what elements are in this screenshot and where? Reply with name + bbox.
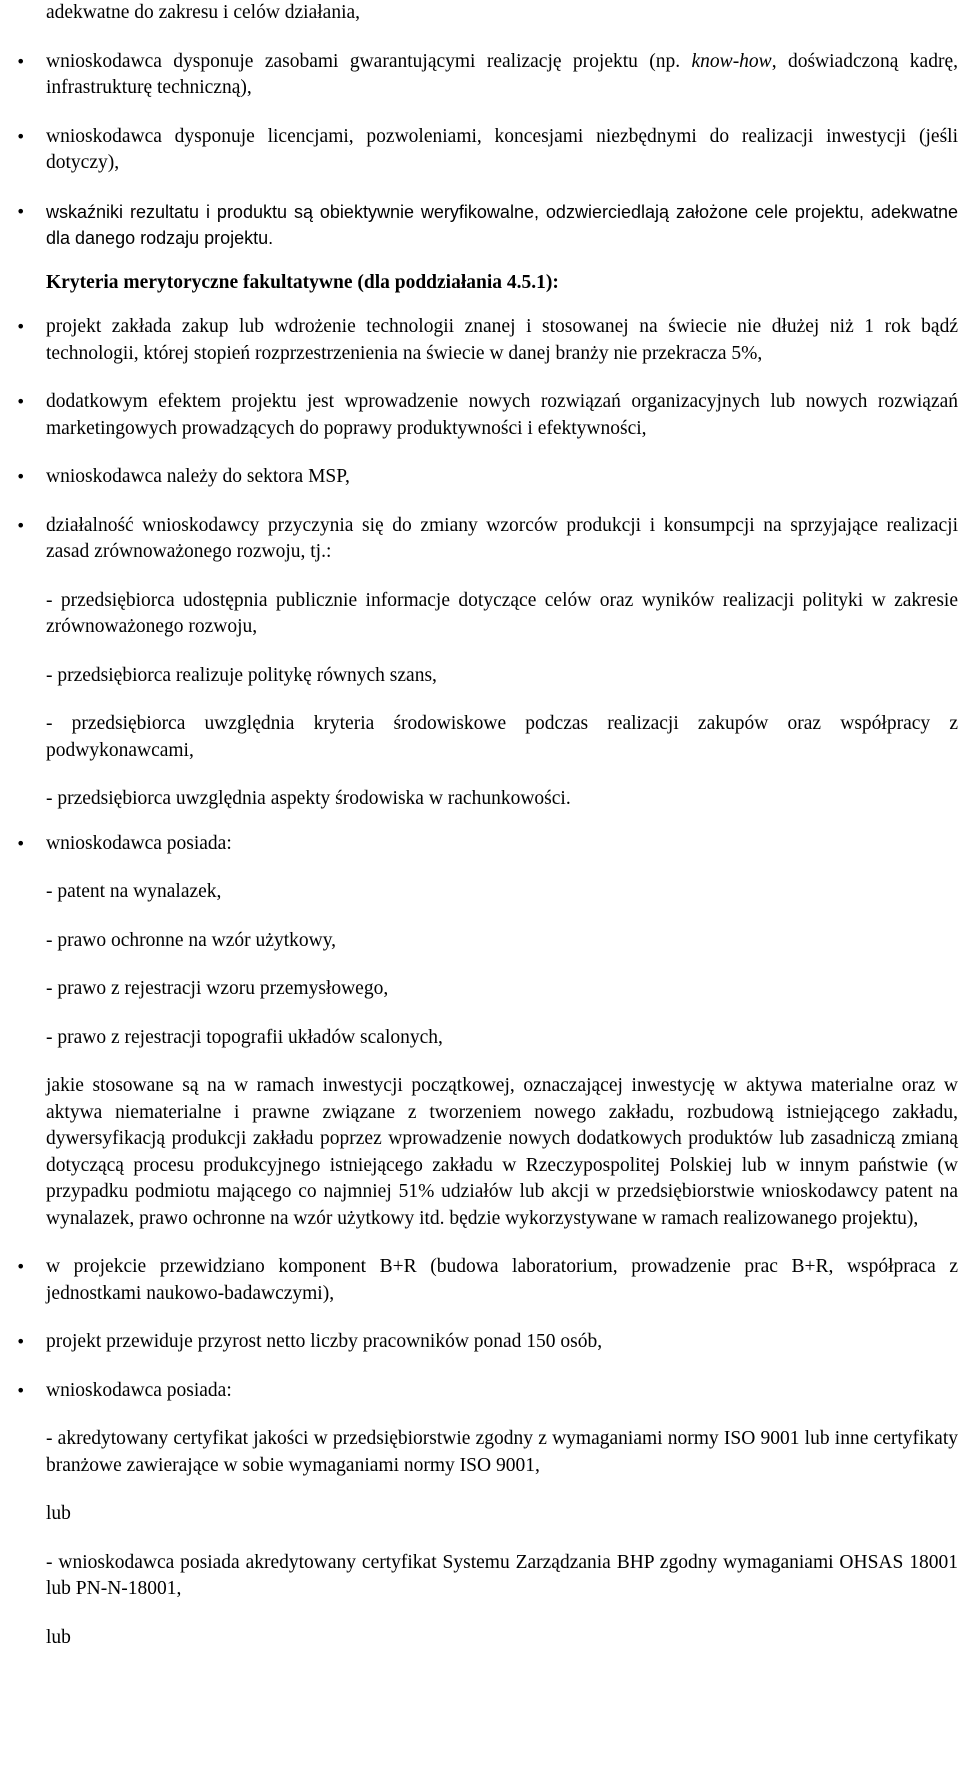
bullet-item-possesses-cert: • wnioskodawca posiada: [46,1378,958,1405]
dash-item-patent: - patent na wynalazek, [46,881,222,902]
section-heading: Kryteria merytoryczne fakultatywne (dla poddziałania 4.5.1): [46,271,559,293]
bullet-item-sustainability: • działalność wnioskodawcy przyczynia się do zmiany wzorców produkcji i konsumpcji na sprzyjające realizacji zasad zrównoważonego rozwoju, tj.: [46,513,958,566]
continuation-line: adekwatne do zakresu i celów działania, [46,2,361,23]
dash-item-iso-9001: - akredytowany certyfikat jakości w przedsiębiorstwie zgodny z wymaganiami normy ISO 9001 lub inne certyfikaty branżowe zawierające w sobie wymaganiami normy ISO 9001, [46,1428,958,1476]
dash-item-accounting: - przedsiębiorca uwzględnia aspekty środowiska w rachunkowości. [46,788,571,809]
italic-term: know-how [691,50,772,72]
bullet-item-innovation: • dodatkowym efektem projektu jest wprowadzenie nowych rozwiązań organizacyjnych lub nowych rozwiązań marketingowych prowadzących do poprawy produktywności i efektywności, [46,389,958,442]
bullet-item-licenses: • wnioskodawca dysponuje licencjami, pozwoleniami, koncesjami niezbędnymi do realizacji inwestycji (jeśli dotyczy), [46,124,958,177]
dash-item-disclosure: - przedsiębiorca udostępnia publicznie informacje dotyczące celów oraz wyników realizacji polityki w zakresie zrównoważonego rozwoju, [46,589,958,637]
dash-item-ohsas: - wnioskodawca posiada akredytowany certyfikat Systemu Zarządzania BHP zgodny wymaganiami OHSAS 18001 lub PN-N-18001, [46,1551,958,1599]
paragraph-investment: jakie stosowane są na w ramach inwestycji początkowej, oznaczającej inwestycję w aktywa materialne oraz w aktywa niematerialne i prawne związane z tworzeniem nowego zakładu, rozbudową istniejącego zakładu, dywersyfikacją produkcji zakładu poprzez wprowadzenie nowych dodatkowych produktów lub zasadniczą zmianą dotyczącą procesu produkcyjnego istniejącego zakładu w Rzeczypospolitej Polskiej lub w innym państwie (w przypadku podmiotu mającego co najmniej 51% udziałów lub akcji w przedsiębiorstwie wnioskodawcy patent na wynalazek, prawo ochronne na wzór użytkowy itd. będzie wykorzystywane w ramach realizowanego projektu), [46,1075,958,1229]
bullet-item-rd: • w projekcie przewidziano komponent B+R (budowa laboratorium, prowadzenie prac B+R, współpraca z jednostkami naukowo-badawczymi), [46,1254,958,1307]
dash-item-equal-opportunity: - przedsiębiorca realizuje politykę równych szans, [46,664,437,686]
bullet-item-possesses-ip: • wnioskodawca posiada: [46,831,958,858]
dash-item-utility-model: - prawo ochronne na wzór użytkowy, [46,929,337,951]
bullet-item-technology: • projekt zakłada zakup lub wdrożenie technologii znanej i stosowanej na świecie nie dłużej niż 1 rok bądź technologii, której stopień rozprzestrzenienia na świecie w danej branży nie przekracza 5%, [46,314,958,367]
bullet-item-employment: • projekt przewiduje przyrost netto liczby pracowników ponad 150 osób, [46,1329,958,1356]
connector-or: lub [46,1503,71,1524]
dash-item-procurement: - przedsiębiorca uwzględnia kryteria środowiskowe podczas realizacji zakupów oraz współpracy z podwykonawcami, [46,713,958,761]
document-page [46,0,958,1651]
connector-or-final: lub [46,1626,71,1648]
dash-item-industrial-design: - prawo z rejestracji wzoru przemysłowego, [46,978,389,999]
bullet-item-msp: • wnioskodawca należy do sektora MSP, [46,464,958,491]
bullet-item-indicators: • wskaźniki rezultatu i produktu są obiektywnie weryfikowalne, odzwierciedlają założone cele projektu, adekwatne dla danego rodzaju projektu. [46,199,958,252]
bullet-item-resources: • wnioskodawca dysponuje zasobami gwarantującymi realizację projektu (np. know-how, doświadczoną kadrę, infrastrukturę techniczną), [46,49,958,102]
dash-item-topography: - prawo z rejestracji topografii układów scalonych, [46,1026,443,1048]
